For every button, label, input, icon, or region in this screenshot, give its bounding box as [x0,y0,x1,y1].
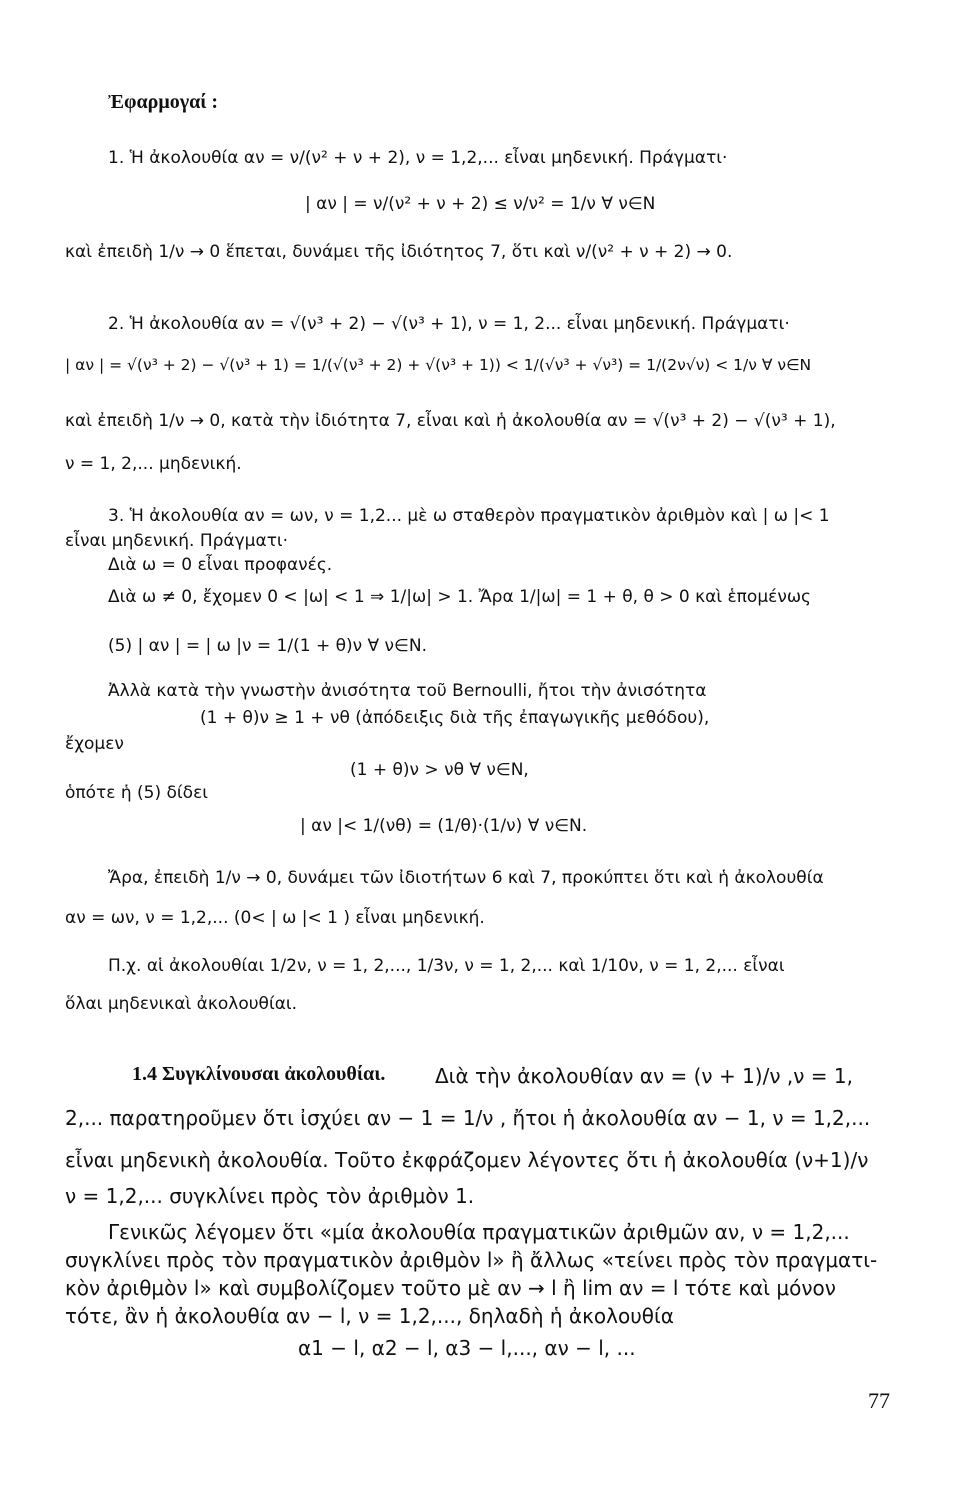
page-number: 77 [868,1388,890,1413]
section-line5: Γενικῶς λέγομεν ὅτι «μία ἀκολουθία πραγματικῶν ἀριθμῶν αν, ν = 1,2,... [108,1220,850,1244]
ex3-line3: Διὰ ω = 0 εἶναι προφανές. [108,555,333,575]
ex2-line3: καὶ ἐπειδὴ 1/ν → 0, κατὰ τὴν ἰδιότητα 7, εἶναι καὶ ἡ ἀκολουθία αν = √(ν³ + 2) − √(ν³ + 1), [65,411,836,431]
ex1-line1: 1. Ἡ ἀκολουθία αν = ν/(ν² + ν + 2), ν = 1,2,... εἶναι μηδενική. Πράγματι· [108,148,728,168]
ex3-line1: 3. Ἡ ἀκολουθία αν = ων, ν = 1,2... μὲ ω σταθερὸν πραγματικὸν ἀριθμὸν καὶ | ω |< 1 [108,506,830,526]
section-line9: α1 − l, α2 − l, α3 − l,..., αν − l, ... [298,1336,636,1360]
ex3-line9: (1 + θ)ν > νθ ∀ ν∈N, [350,760,529,780]
section-title: 1.4 Συγκλίνουσαι ἀκολουθίαι. [132,1063,386,1085]
ex3-line8: ἔχομεν [65,734,124,754]
ex3-line15: ὅλαι μηδενικαὶ ἀκολουθίαι. [65,994,298,1014]
ex2-line4: ν = 1, 2,... μηδενική. [65,454,242,474]
section-line4: ν = 1,2,... συγκλίνει πρὸς τὸν ἀριθμὸν 1. [65,1184,475,1208]
ex3-line12: Ἄρα, ἐπειδὴ 1/ν → 0, δυνάμει τῶν ἰδιοτήτων 6 καὶ 7, προκύπτει ὅτι καὶ ἡ ἀκολουθία [108,868,824,888]
ex1-line3: καὶ ἐπειδὴ 1/ν → 0 ἕπεται, δυνάμει τῆς ἰδιότητος 7, ὅτι καὶ ν/(ν² + ν + 2) → 0. [65,242,733,262]
ex3-line13: αν = ων, ν = 1,2,... (0< | ω |< 1 ) εἶναι μηδενική. [65,908,485,928]
ex3-line6: Ἀλλὰ κατὰ τὴν γνωστὴν ἀνισότητα τοῦ Bernoulli, ἤτοι τὴν ἀνισότητα [108,681,707,701]
ex1-line2: | αν | = ν/(ν² + ν + 2) ≤ ν/ν² = 1/ν ∀ ν∈N [305,194,656,214]
section-line2: 2,... παρατηροῦμεν ὅτι ἰσχύει αν − 1 = 1/ν , ἤτοι ἡ ἀκολουθία αν − 1, ν = 1,2,... [65,1106,871,1130]
ex3-line5: (5) | αν | = | ω |ν = 1/(1 + θ)ν ∀ ν∈N. [108,636,427,656]
ex3-line2: εἶναι μηδενική. Πράγματι· [65,531,289,551]
section-line7: κὸν ἀριθμὸν l» καὶ συμβολίζομεν τοῦτο μὲ αν → l ἢ lim αν = l τότε καὶ μόνον [65,1276,836,1300]
ex3-line4: Διὰ ω ≠ 0, ἔχομεν 0 < |ω| < 1 ⇒ 1/|ω| > 1. Ἄρα 1/|ω| = 1 + θ, θ > 0 καὶ ἑπομένως [108,587,812,607]
ex3-line10: ὁπότε ἡ (5) δίδει [65,783,209,803]
section-line1: Διὰ τὴν ἀκολουθίαν αν = (ν + 1)/ν ,ν = 1, [435,1064,853,1088]
ex3-line14: Π.χ. αἱ ἀκολουθίαι 1/2ν, ν = 1, 2,..., 1/3ν, ν = 1, 2,... καὶ 1/10ν, ν = 1, 2,... εἶναι [108,956,785,976]
section-line3: εἶναι μηδενικὴ ἀκολουθία. Τοῦτο ἐκφράζομεν λέγοντες ὅτι ἡ ἀκολουθία (ν+1)/ν [65,1148,869,1172]
section-line6: συγκλίνει πρὸς τὸν πραγματικὸν ἀριθμὸν l» ἢ ἄλλως «τείνει πρὸς τὸν πραγματι- [65,1248,878,1272]
ex3-line11: | αν |< 1/(νθ) = (1/θ)·(1/ν) ∀ ν∈N. [300,816,588,836]
ex2-line2: | αν | = √(ν³ + 2) − √(ν³ + 1) = 1/(√(ν³ + 2) + √(ν³ + 1)) < 1/(√ν³ + √ν³) = 1/(2ν√ν) < 1/ν ∀ ν∈N [65,356,812,374]
ex3-line7: (1 + θ)ν ≥ 1 + νθ (ἀπόδειξις διὰ τῆς ἐπαγωγικῆς μεθόδου), [200,708,710,728]
heading: Ἐφαρμογαί : [108,91,219,113]
section-line8: τότε, ἂν ἡ ἀκολουθία αν − l, ν = 1,2,..., δηλαδὴ ἡ ἀκολουθία [65,1304,674,1328]
ex2-line1: 2. Ἡ ἀκολουθία αν = √(ν³ + 2) − √(ν³ + 1), ν = 1, 2... εἶναι μηδενική. Πράγματι· [108,314,790,334]
